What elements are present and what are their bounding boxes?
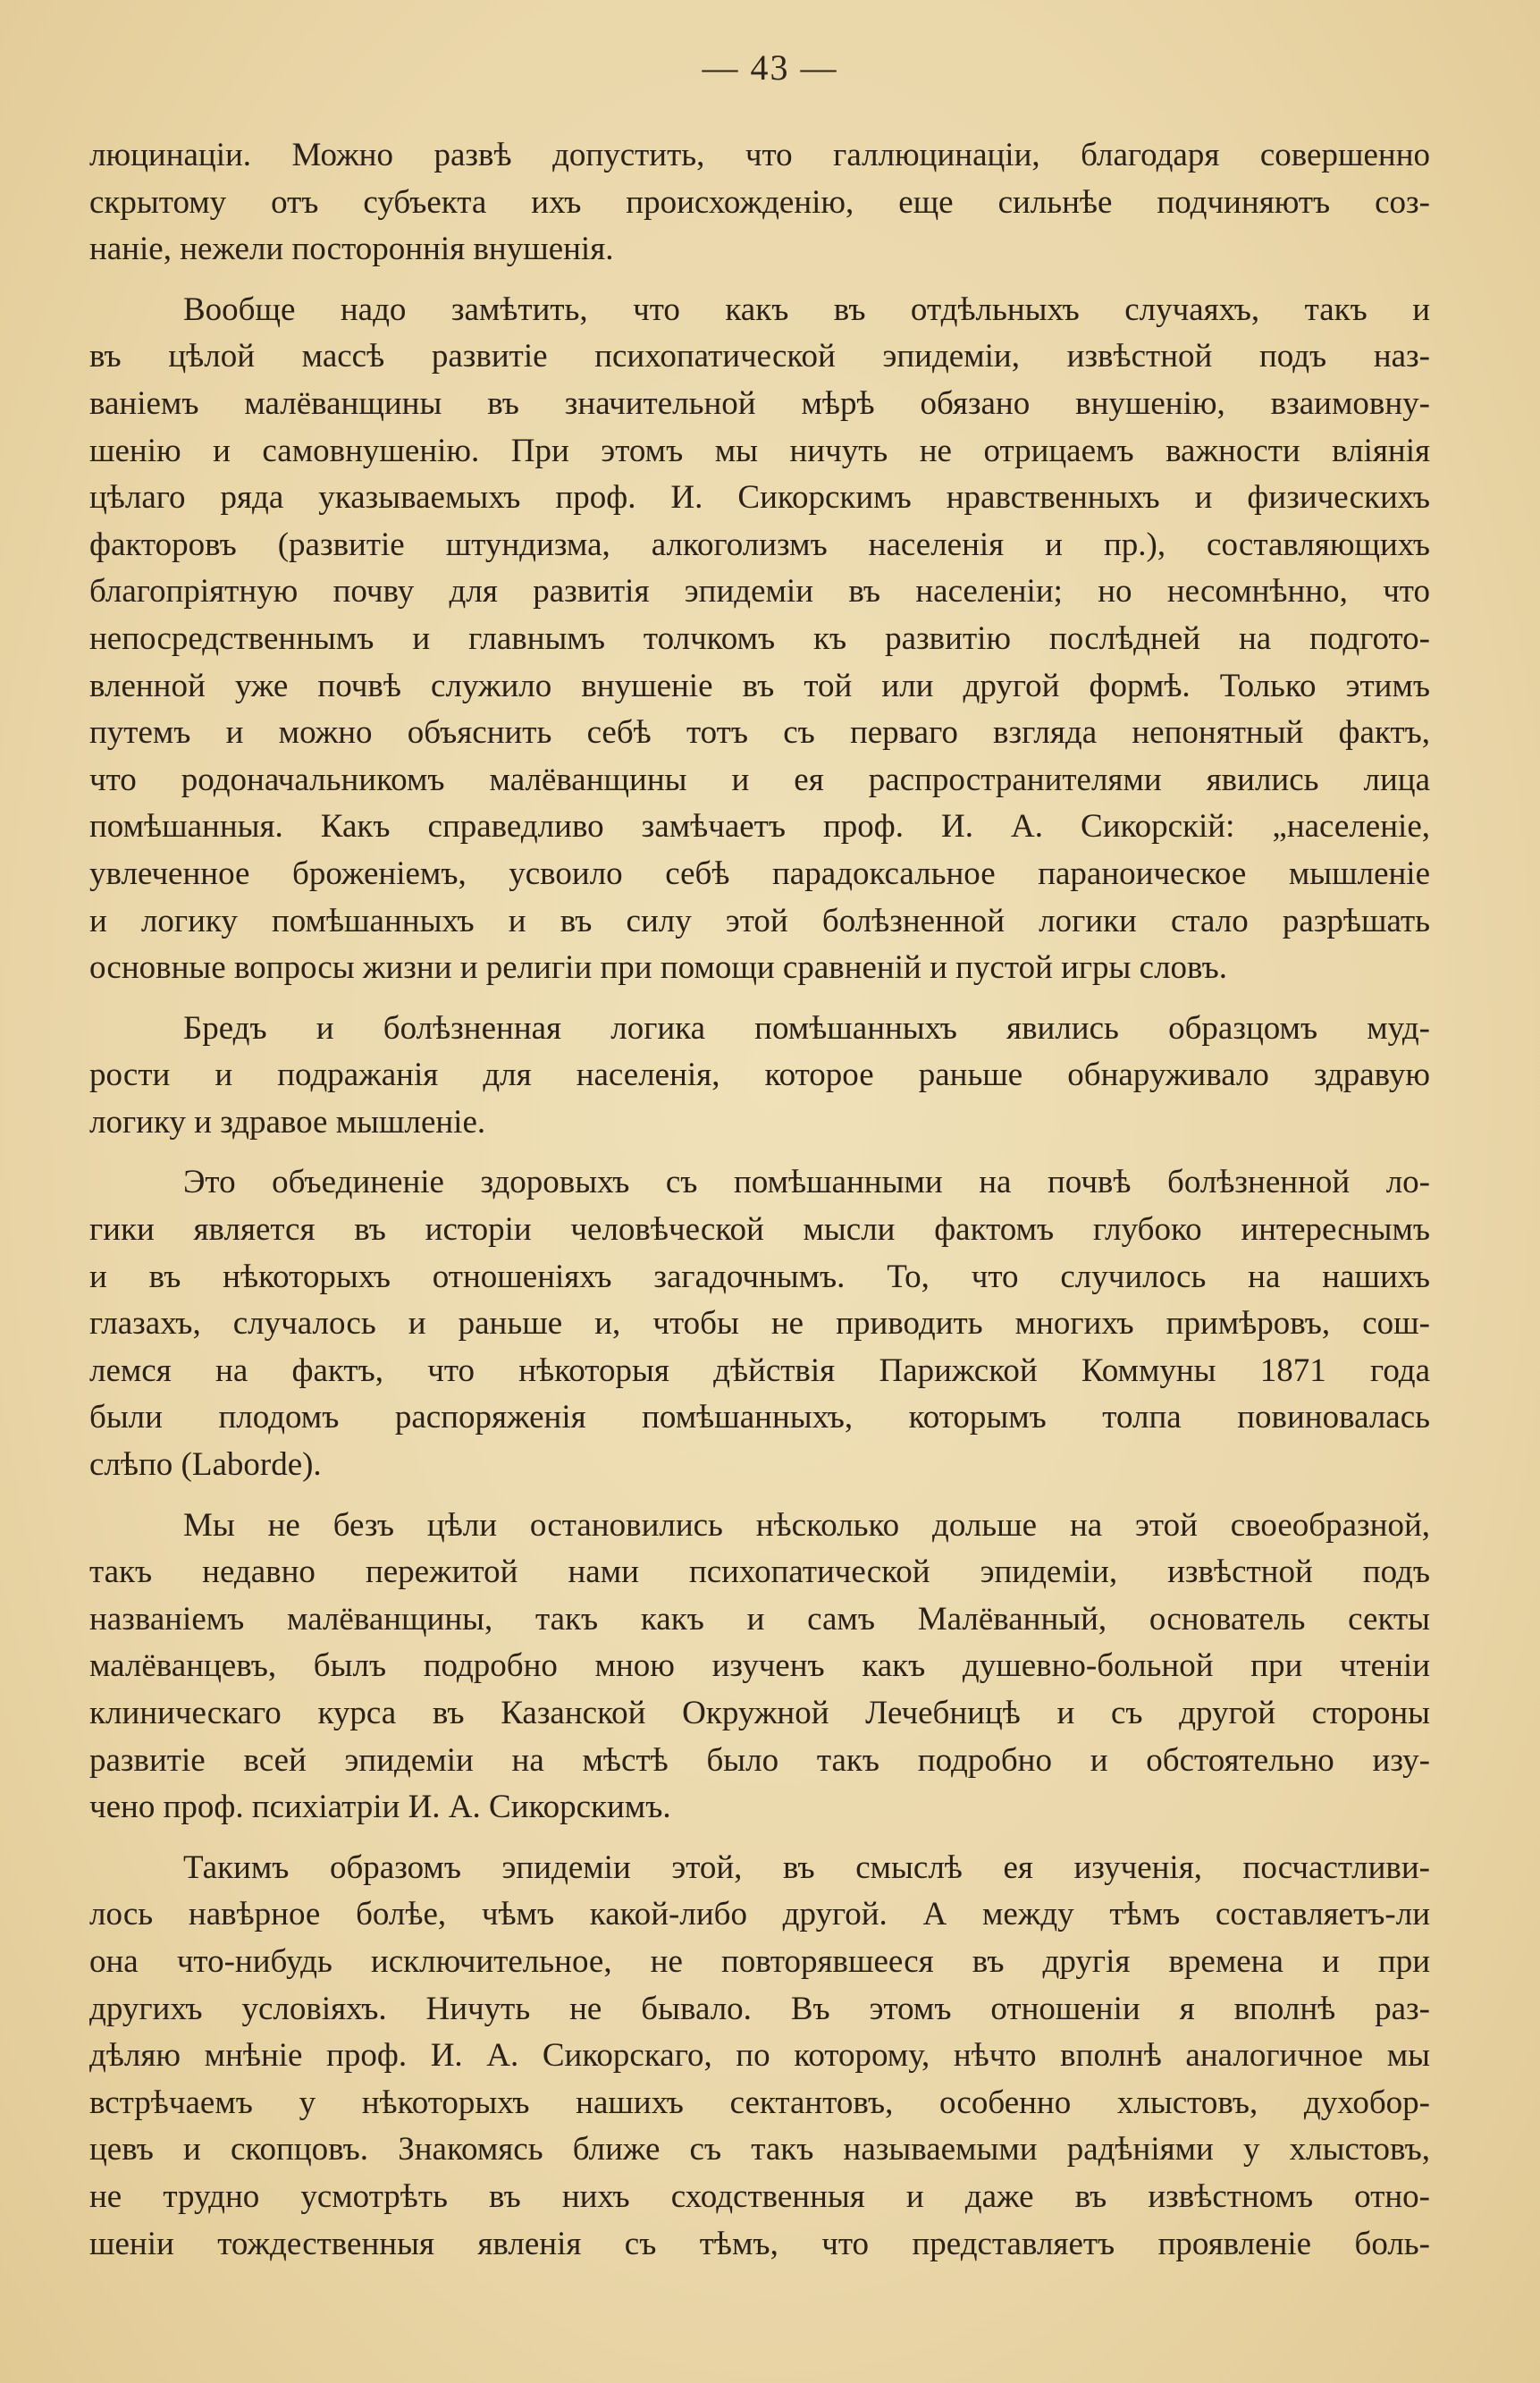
- text-line: чено проф. психіатріи И. А. Сикорскимъ.: [89, 1789, 671, 1826]
- text-line: названіемъ малёванщины, такъ какъ и самъ Малёванный, основатель секты: [89, 1600, 1430, 1638]
- text-line: гики является въ исторіи человѣческой мысли фактомъ глубоко интереснымъ: [89, 1211, 1430, 1249]
- text-line: и логику помѣшанныхъ и въ силу этой болѣзненной логики стало разрѣшать: [89, 902, 1430, 939]
- text-line: слѣпо (Laborde).: [89, 1446, 322, 1484]
- text-line: дѣляю мнѣніе проф. И. А. Сикорскаго, по которому, нѣчто вполнѣ аналогичное мы: [89, 2037, 1430, 2075]
- text-line: увлеченное броженіемъ, усвоило себѣ парадоксальное параноическое мышленіе: [89, 855, 1430, 892]
- text-line: скрытому отъ субъекта ихъ происхожденію, еще сильнѣе подчиняютъ соз-: [89, 183, 1430, 221]
- text-line: люцинаціи. Можно развѣ допустить, что галлюцинаціи, благодаря совершенно: [89, 137, 1430, 173]
- text-line: шенію и самовнушенію. При этомъ мы ничуть не отрицаемъ важности вліянія: [89, 432, 1430, 469]
- text-line: лось навѣрное болѣе, чѣмъ какой-либо другой. А между тѣмъ составляетъ-ли: [89, 1896, 1430, 1933]
- text-line: малёванцевъ, былъ подробно мною изученъ какъ душевно-больной при чтеніи: [89, 1647, 1430, 1685]
- paragraph-6: [89, 1845, 1430, 2268]
- paragraph-1: [89, 132, 1430, 274]
- text-body: [89, 132, 1430, 2281]
- text-line: лемся на фактъ, что нѣкоторыя дѣйствія Парижской Коммуны 1871 года: [89, 1351, 1430, 1389]
- paragraph-3: [89, 1006, 1430, 1147]
- text-line: Такимъ образомъ эпидеміи этой, въ смыслѣ ея изученія, посчастливи-: [183, 1848, 1430, 1886]
- text-line: путемъ и можно объяснить себѣ тотъ съ перваго взгляда непонятный фактъ,: [89, 714, 1430, 752]
- text-line: и въ нѣкоторыхъ отношеніяхъ загадочнымъ. То, что случилось на нашихъ: [89, 1258, 1430, 1295]
- text-line: Вообще надо замѣтить, что какъ въ отдѣльныхъ случаяхъ, такъ и: [183, 291, 1430, 328]
- text-line: такъ недавно пережитой нами психопатической эпидеміи, извѣстной подъ: [89, 1554, 1430, 1591]
- text-line: цѣлаго ряда указываемыхъ проф. И. Сикорскимъ нравственныхъ и физическихъ: [89, 479, 1430, 517]
- text-line: логику и здравое мышленіе.: [89, 1103, 486, 1141]
- text-line: глазахъ, случалось и раньше и, чтобы не приводить многихъ примѣровъ, сош-: [89, 1305, 1430, 1343]
- text-line: Мы не безъ цѣли остановились нѣсколько дольше на этой своеобразной,: [183, 1506, 1430, 1544]
- paragraph-4: [89, 1159, 1430, 1488]
- text-line: благопріятную почву для развитія эпидеміи въ населеніи; но несомнѣнно, что: [89, 573, 1430, 610]
- text-line: Бредъ и болѣзненная логика помѣшанныхъ явились образцомъ муд-: [183, 1009, 1430, 1047]
- text-line: развитіе всей эпидеміи на мѣстѣ было такъ подробно и обстоятельно изу-: [89, 1741, 1430, 1779]
- text-line: основные вопросы жизни и религіи при помощи сравненій и пустой игры словъ.: [89, 949, 1227, 987]
- text-line: рости и подражанія для населенія, которое раньше обнаруживало здравую: [89, 1057, 1430, 1094]
- text-line: она что-нибудь исключительное, не повторявшееся въ другія времена и при: [89, 1942, 1430, 1980]
- text-line: что родоначальникомъ малёванщины и ея распространителями явились лица: [89, 761, 1430, 798]
- text-line: другихъ условіяхъ. Ничуть не бывало. Въ этомъ отношеніи я вполнѣ раз-: [89, 1990, 1430, 2027]
- text-line: цевъ и скопцовъ. Знакомясь ближе съ такъ называемыми радѣніями у хлыстовъ,: [89, 2131, 1430, 2168]
- text-line: ваніемъ малёванщины въ значительной мѣрѣ обязано внушенію, взаимовну-: [89, 384, 1430, 422]
- text-line: встрѣчаемъ у нѣкоторыхъ нашихъ сектантовъ, особенно хлыстовъ, духобор-: [89, 2084, 1430, 2121]
- text-line: наніе, нежели постороннія внушенія.: [89, 231, 614, 268]
- text-line: клиническаго курса въ Казанской Окружной Лечебницѣ и съ другой стороны: [89, 1695, 1430, 1731]
- text-line: не трудно усмотрѣть въ нихъ сходственныя и даже въ извѣстномъ отно-: [89, 2177, 1430, 2215]
- text-line: въ цѣлой массѣ развитіе психопатической эпидеміи, извѣстной подъ наз-: [89, 338, 1430, 375]
- paragraph-2: [89, 287, 1430, 992]
- text-line: были плодомъ распоряженія помѣшанныхъ, которымъ толпа повиновалась: [89, 1399, 1430, 1436]
- text-line: Это объединеніе здоровыхъ съ помѣшанными на почвѣ болѣзненной ло-: [183, 1164, 1430, 1201]
- paragraph-5: [89, 1503, 1430, 1831]
- text-line: шеніи тождественныя явленія съ тѣмъ, что представляетъ проявленіе боль-: [89, 2225, 1430, 2262]
- text-line: непосредственнымъ и главнымъ толчкомъ къ развитію послѣдней на подгото-: [89, 619, 1430, 657]
- text-line: вленной уже почвѣ служило внушеніе въ той или другой формѣ. Только этимъ: [89, 667, 1430, 704]
- text-line: помѣшанныя. Какъ справедливо замѣчаетъ проф. И. А. Сикорскій: „населеніе,: [89, 808, 1430, 846]
- page-number: — 43 —: [702, 47, 838, 88]
- text-line: факторовъ (развитіе штундизма, алкоголизмъ населенія и пр.), составляющихъ: [89, 526, 1430, 563]
